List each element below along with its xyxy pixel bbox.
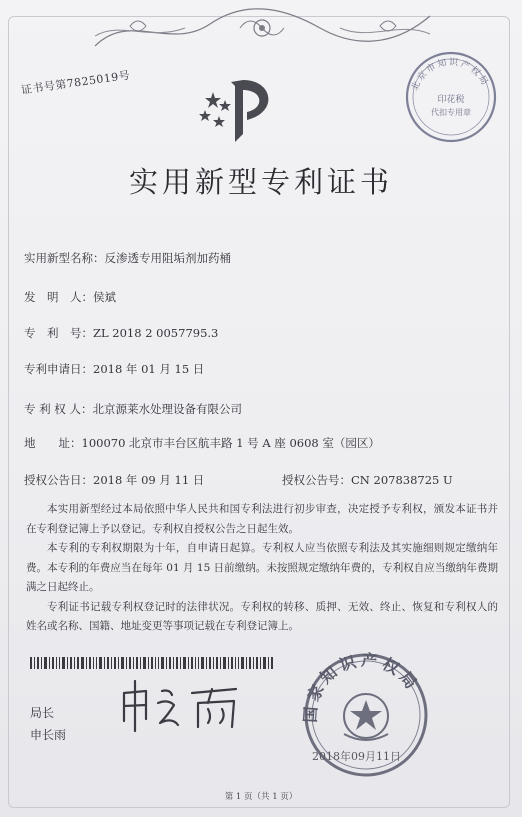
- field-label: 专 利 权 人：: [24, 402, 93, 416]
- decorative-border-ornament: [90, 6, 435, 56]
- field-label: 实用新型名称：: [24, 251, 105, 265]
- field-value: CN 207838725 U: [351, 473, 453, 487]
- field-label: 发 明 人：: [24, 290, 93, 304]
- field-label: 授权公告日：: [24, 473, 93, 487]
- field-patent-number: [24, 325, 218, 341]
- director-name: 申长雨: [30, 728, 67, 742]
- field-value: ZL 2018 2 0057795.3: [93, 326, 219, 340]
- field-value: 北京源莱水处理设备有限公司: [92, 402, 242, 416]
- field-value: 侯斌: [93, 290, 116, 304]
- director-title: 局长: [30, 706, 55, 720]
- field-label: 专利申请日：: [24, 362, 93, 376]
- field-inventor: [24, 289, 116, 305]
- field-value: 2018 年 09 月 11 日: [93, 473, 205, 487]
- tax-stamp-seal: [402, 48, 500, 146]
- seal-ring-text: 国家知识产权局: [300, 650, 424, 724]
- body-paragraph: 专利证书记载专利权登记时的法律状况。专利权的转移、质押、无效、终止、恢复和专利权人的姓名或名称、国籍、地址变更等事项记载在专利登记簿上。: [26, 600, 498, 632]
- tax-stamp-center-line-2: 代扣专用章: [431, 108, 471, 117]
- field-filing-date: [24, 361, 204, 377]
- barcode: [30, 657, 275, 669]
- body-paragraph: 本专利的专利权期限为十年，自申请日起算。专利权人应当依照专利法及其实施细则规定缴纳年费。本专利的年费应当在每年 01 月 15 日前缴纳。未按照规定缴纳年费的，专利权自应当缴纳年费期满之日起终止。: [26, 542, 498, 593]
- field-grant-announcement-number: [282, 472, 453, 488]
- body-paragraph: 本实用新型经过本局依照中华人民共和国专利法进行初步审查，决定授予专利权，颁发本证书并在专利登记簿上予以登记。专利权自授权公告之日起生效。: [26, 503, 498, 535]
- svg-text:北京市知识产权局: [408, 56, 491, 93]
- field-label: 地 址：: [24, 436, 82, 450]
- field-grant-announcement-date: [24, 472, 204, 488]
- tax-stamp-ring-text: 北京市知识产权局: [410, 57, 491, 93]
- cnipa-emblem-icon: [195, 72, 285, 152]
- field-value: 反渗透专用阻垢剂加药桶: [104, 251, 231, 265]
- field-patentee: [24, 401, 242, 417]
- certificate-number: 证书号第7825019号: [20, 68, 132, 97]
- field-address: [24, 435, 380, 451]
- certificate-body: [26, 500, 498, 637]
- page-title: 实用新型专利证书: [128, 165, 393, 199]
- page-number: 第 1 页（共 1 页）: [224, 792, 298, 802]
- tax-stamp-center-line-1: 印花税: [437, 95, 465, 105]
- field-label: 授权公告号：: [282, 473, 351, 487]
- field-value: 2018 年 01 月 15 日: [93, 362, 205, 376]
- seal-date: 2018年09月11日: [312, 750, 401, 763]
- field-utility-model-name: [24, 250, 231, 266]
- field-label: 专 利 号：: [24, 326, 93, 340]
- handwritten-signature: [112, 675, 252, 735]
- field-value: 100070 北京市丰台区航丰路 1 号 A 座 0608 室（园区）: [81, 436, 380, 450]
